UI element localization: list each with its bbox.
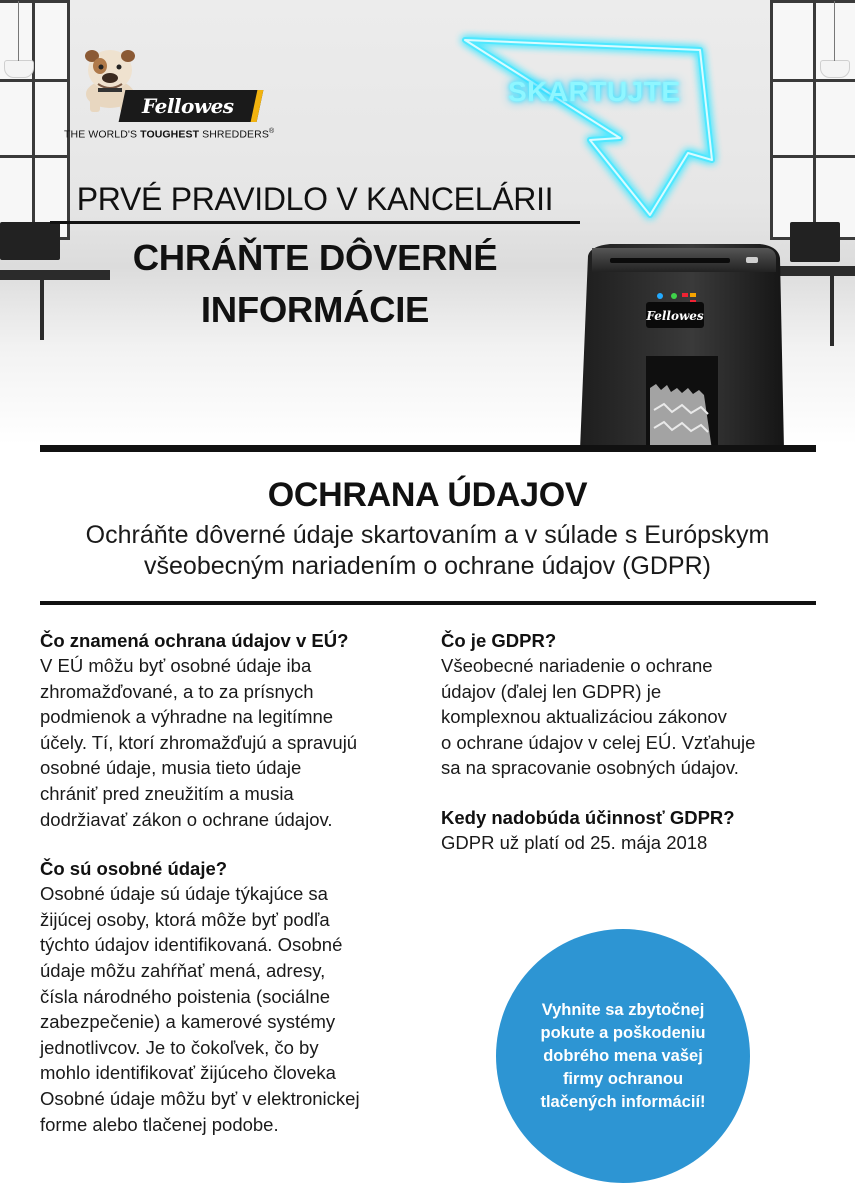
- callout-line: dobrého mena vašej: [543, 1046, 703, 1065]
- fellowes-logo: [64, 44, 274, 144]
- callout-circle: [496, 929, 750, 1183]
- section-subtitle: [30, 520, 825, 582]
- pendant-lamp-icon: [4, 60, 34, 78]
- faq-body-line: o ochrane údajov v celej EÚ. Vzťahuje: [441, 731, 756, 753]
- faq-body-line: osobné údaje, musia tieto údaje: [40, 757, 302, 779]
- hero-banner: [0, 0, 855, 445]
- faq-body: [441, 830, 801, 856]
- faq-body-line: dodržiavať zákon o ochrane údajov.: [40, 808, 333, 830]
- brand-tagline: THE WORLD'S TOUGHEST SHREDDERS®: [64, 128, 275, 141]
- faq-body-line: podmienok a výhradne na legitímne: [40, 706, 334, 728]
- callout-line: Vyhnite sa zbytočnej: [541, 1000, 705, 1019]
- faq-body-line: GDPR už platí od 25. mája 2018: [441, 831, 708, 853]
- hero-headline: [50, 232, 580, 336]
- section-divider-top: [40, 445, 816, 452]
- headline-line-2: INFORMÁCIE: [200, 289, 430, 330]
- faq-body-line: účely. Tí, ktorí zhromažďujú a spravujú: [40, 731, 358, 753]
- faq-body-line: údajov (ďalej len GDPR) je: [441, 680, 662, 702]
- shredder-brand-label: Fellowes: [646, 309, 704, 323]
- callout-line: pokute a poškodeniu: [540, 1023, 706, 1042]
- faq-body-line: chrániť pred zneužitím a musia: [40, 782, 294, 804]
- neon-sign-text: SKARTUJTE: [508, 76, 681, 107]
- headline-line-1: CHRÁŇTE DÔVERNÉ: [132, 237, 498, 278]
- faq-body-line: forme alebo tlačenej podobe.: [40, 1113, 279, 1135]
- subtitle-line-2: všeobecným nariadením o ochrane údajov (GDPR): [144, 552, 711, 580]
- right-column: [441, 628, 801, 880]
- faq-body-line: jednotlivcov. Je to čokoľvek, čo by: [40, 1036, 319, 1058]
- faq-block: [441, 805, 801, 856]
- fellowes-wordmark: Fellowes: [119, 90, 264, 122]
- faq-body-line: Všeobecné nariadenie o ochrane: [441, 655, 713, 676]
- faq-body: [441, 653, 801, 781]
- desk-leg: [40, 280, 44, 340]
- pendant-lamp-icon: [820, 60, 850, 78]
- callout-text: [523, 999, 723, 1114]
- subtitle-line-1: Ochráňte dôverné údaje skartovaním a v súlade s Európskym: [85, 521, 770, 549]
- faq-body-line: sa na spracovanie osobných údajov.: [441, 757, 739, 779]
- section-divider-mid: [40, 601, 816, 605]
- faq-body-line: Osobné údaje sú údaje týkajúce sa: [40, 883, 328, 905]
- faq-body-line: žijúcej osoby, ktorá môže byť podľa: [40, 908, 330, 930]
- faq-body-line: údaje môžu zahŕňať mená, adresy,: [40, 959, 326, 981]
- callout-line: firmy ochranou: [562, 1069, 684, 1088]
- faq-body-line: komplexnou aktualizáciou zákonov: [441, 706, 727, 728]
- faq-body: [40, 653, 410, 832]
- faq-heading: Kedy nadobúda účinnosť GDPR?: [441, 806, 735, 828]
- faq-heading: Čo je GDPR?: [441, 630, 557, 651]
- faq-body: [40, 881, 410, 1137]
- desk-monitor-icon: [790, 222, 840, 262]
- faq-body-line: Osobné údaje môžu byť v elektronickej: [40, 1087, 360, 1109]
- faq-body-line: čísla národného poistenia (sociálne: [40, 985, 331, 1007]
- desk-leg: [830, 276, 834, 346]
- section-title: OCHRANA ÚDAJOV: [267, 476, 588, 514]
- faq-body-line: V EÚ môžu byť osobné údaje iba: [40, 655, 312, 676]
- paper-shredder-icon: [570, 238, 790, 445]
- faq-block: [40, 856, 410, 1137]
- hero-rule-line: PRVÉ PRAVIDLO V KANCELÁRII: [50, 174, 580, 224]
- faq-heading: Čo znamená ochrana údajov v EÚ?: [40, 630, 349, 651]
- faq-block: [40, 628, 410, 832]
- faq-block: [441, 628, 801, 781]
- faq-body-line: mohlo identifikovať žijúceho človeka: [40, 1062, 336, 1084]
- callout-line: tlačených informácií!: [540, 1092, 706, 1111]
- left-column: [40, 628, 410, 1161]
- office-window-right: [770, 0, 855, 240]
- faq-heading: Čo sú osobné údaje?: [40, 858, 228, 880]
- faq-body-line: zhromažďované, a to za prísnych: [40, 680, 314, 702]
- faq-body-line: týchto údajov identifikovaná. Osobné: [40, 934, 343, 956]
- faq-body-line: zabezpečenie) a kamerové systémy: [40, 1011, 336, 1033]
